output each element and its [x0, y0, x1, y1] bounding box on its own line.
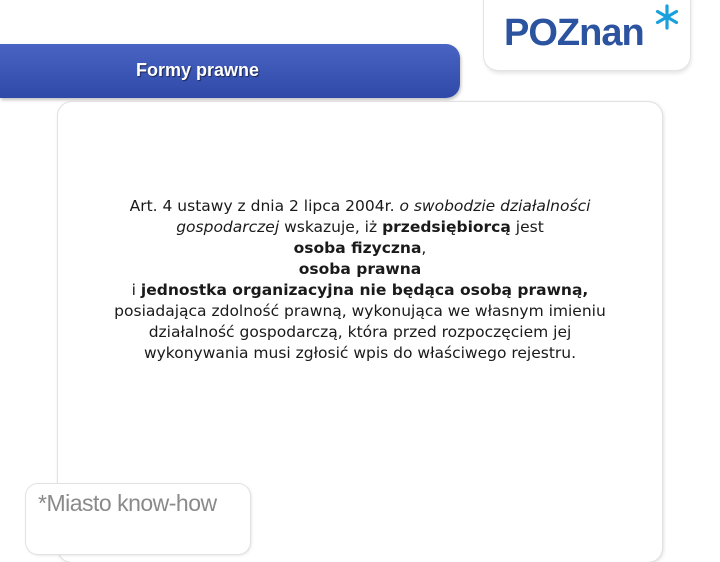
text-segment: Art. 4 ustawy z dnia 2 lipca 2004r.: [129, 197, 400, 215]
text-segment: wskazuje, iż: [279, 218, 383, 236]
legal-definition-text: [110, 196, 610, 364]
text-segment: posiadająca zdolność prawną, wykonująca we własnym imieniu działalność gospodarczą, która przed rozpoczęciem jej wykonywania musi zgłosić wpis do właściwego rejestru.: [114, 302, 606, 362]
poznan-logo: POZnan: [504, 12, 644, 54]
text-segment: ,: [421, 239, 427, 257]
act-title: o swobodzie działalności gospodarczej: [176, 197, 591, 236]
term-organizational-unit: jednostka organizacyjna nie będąca osobą prawną,: [140, 281, 589, 299]
term-legal-person: osoba prawna: [298, 260, 422, 278]
text-segment: jest: [510, 218, 544, 236]
text-segment: i: [131, 281, 141, 299]
term-natural-person: osoba fizyczna: [293, 239, 422, 257]
asterisk-star-icon: [654, 4, 680, 30]
term-entrepreneur: przedsiębiorcą: [382, 218, 511, 236]
footer-tagline: *Miasto know-how: [38, 490, 217, 516]
slide-title: Formy prawne: [136, 60, 260, 80]
